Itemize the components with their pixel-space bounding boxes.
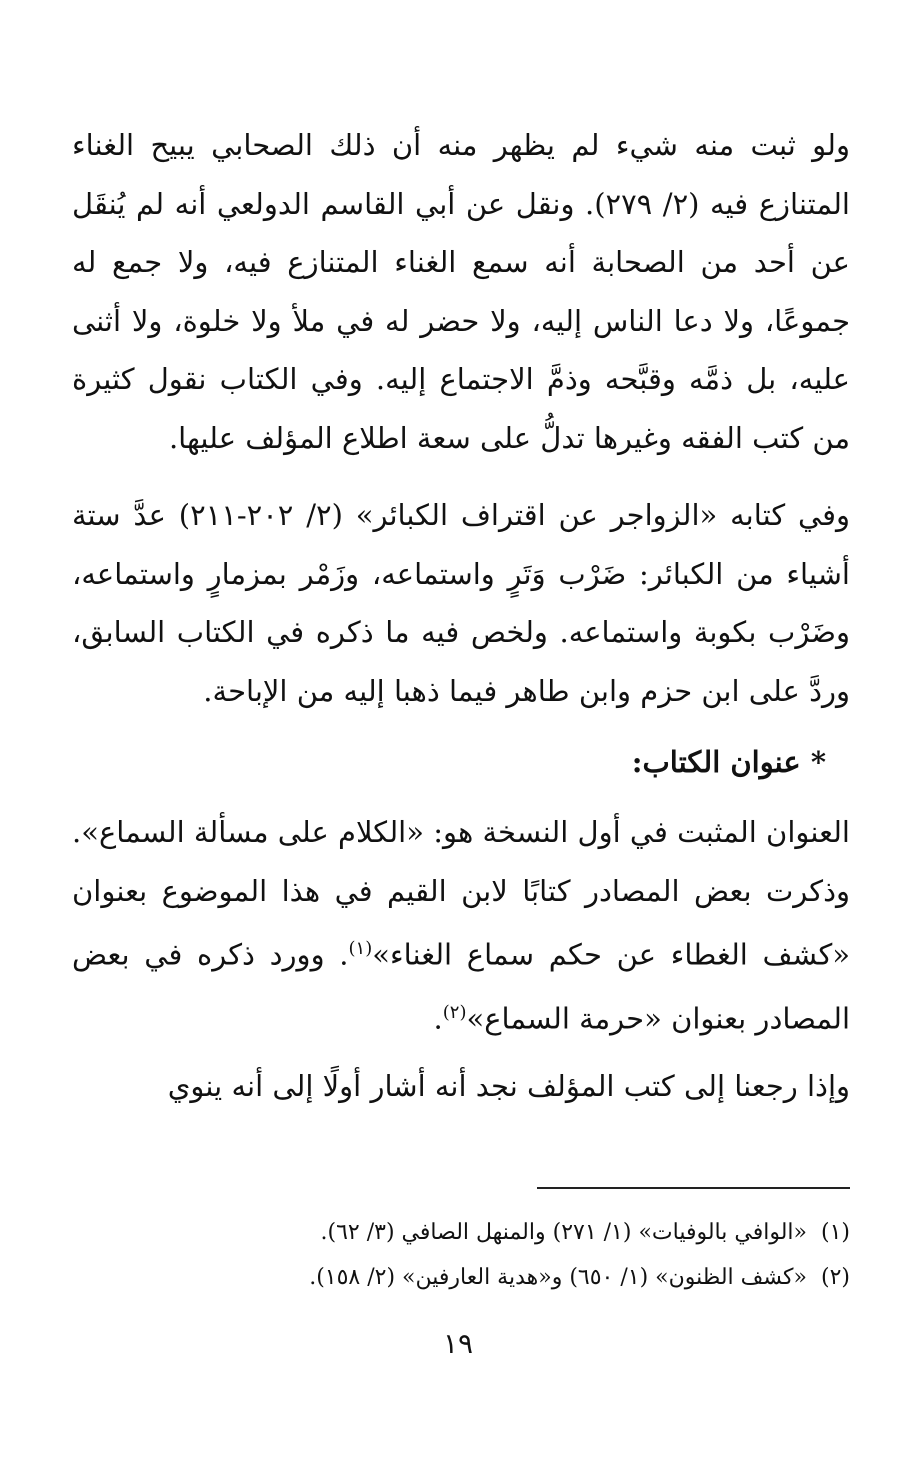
paragraph-1: ولو ثبت منه شيء لم يظهر منه أن ذلك الصحابي يبيح الغناء المتنازع فيه (٢/ ٢٧٩). ونقل عن أبي القاسم الدولعي أنه لم يُنقَل عن أحد من الصحابة أنه سمع الغناء المتنازع فيه، ولا جمع له جموعًا، ولا دعا الناس إليه، ولا حضر له في ملأ ولا خلوة، ولا أثنى عليه، بل ذمَّه وقبَّحه وذمَّ الاجتماع إليه. وفي الكتاب نقول كثيرة من كتب الفقه وغيرها تدلُّ على سعة اطلاع المؤلف عليها. (72, 128, 850, 455)
footnote-1-marker: (١) (820, 1220, 850, 1245)
footnote-ref-2: (٢) (442, 1002, 467, 1024)
footnote-2 (72, 1256, 850, 1300)
paragraph-3 (72, 803, 850, 1048)
footnote-1-text: «الوافي بالوفيات» (١/ ٢٧١) والمنهل الصافي (٣/ ٦٢). (320, 1220, 807, 1245)
paragraph-4: وإذا رجعنا إلى كتب المؤلف نجد أنه أشار أولًا إلى أنه ينوي (167, 1069, 850, 1103)
footnote-2-marker: (٢) (820, 1265, 850, 1290)
footnote-2-text: «كشف الظنون» (١/ ٦٥٠) و«هدية العارفين» (٢/ ١٥٨). (309, 1265, 807, 1290)
paragraph-3-text-a: العنوان المثبت في أول النسخة هو: «الكلام على مسألة السماع». وذكرت بعض المصادر كتابًا لابن القيم في هذا الموضوع بعنوان «كشف الغطاء عن حكم سماع الغناء» (72, 815, 850, 972)
footnote-divider (537, 1187, 850, 1189)
paragraph-3-text-c: . (433, 1001, 443, 1036)
paragraph-3-text-b: . وورد ذكره في بعض المصادر بعنوان «حرمة السماع» (72, 937, 850, 1036)
paragraph-2: وفي كتابه «الزواجر عن اقتراف الكبائر» (٢/ ٢٠٢-٢١١) عدَّ ستة أشياء من الكبائر: ضَرْب وَتَرٍ واستماعه، وزَمْر بمزمارٍ واستماعه، وضَرْب بكوبة واستماعه. ولخص فيه ما ذكره في الكتاب السابق، وردَّ على ابن حزم وابن طاهر فيما ذهبا إليه من الإباحة. (72, 498, 850, 708)
page-number: ١٩ (442, 1327, 474, 1360)
footnote-ref-1: (١) (348, 938, 373, 959)
section-heading: * عنوان الكتاب: (631, 745, 826, 779)
footnote-1 (72, 1211, 850, 1255)
